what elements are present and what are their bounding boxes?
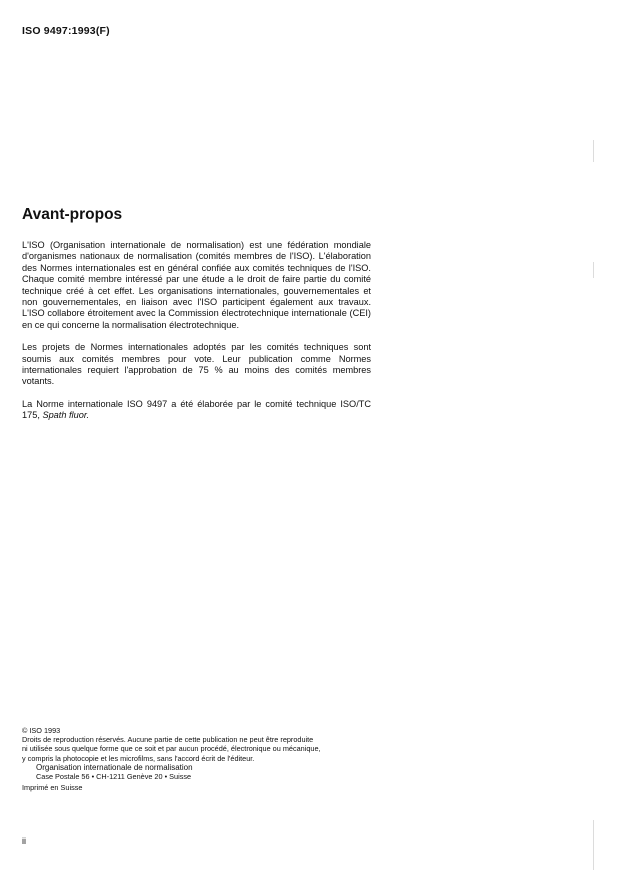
rights-line-3: y compris la photocopie et les microfilms, sans l'accord écrit de l'éditeur. bbox=[22, 753, 255, 763]
section-title: Avant-propos bbox=[22, 206, 123, 223]
printed-in: Imprimé en Suisse bbox=[22, 783, 83, 793]
scan-edge-mark bbox=[593, 140, 594, 162]
copyright-notice: © ISO 1993 bbox=[22, 726, 61, 735]
scan-edge-mark bbox=[593, 820, 594, 870]
paragraph-voting: Les projets de Normes internationales adoptés par les comités techniques sont soumis aux comités membres pour vote. Leur publication comme Normes internationales requiert l'approbation de 75 % au moins des comités membres votants. bbox=[22, 342, 371, 387]
paragraph-technical-committee bbox=[22, 399, 371, 422]
copyright-block bbox=[22, 726, 374, 792]
paragraph-technical-committee-text: La Norme internationale ISO 9497 a été élaborée par le comité technique ISO/TC 175, bbox=[22, 398, 371, 421]
subject-name: Spath fluor. bbox=[42, 410, 90, 421]
rights-line-2: ni utilisée sous quelque forme que ce soit et par aucun procédé, électronique ou mécanique, bbox=[22, 744, 321, 754]
scan-edge-mark bbox=[593, 262, 594, 278]
foreword-body bbox=[22, 240, 371, 433]
organisation-address: Case Postale 56 • CH-1211 Genève 20 • Suisse bbox=[36, 772, 192, 782]
document-id-header: ISO 9497:1993(F) bbox=[22, 25, 110, 37]
rights-line-1: Droits de reproduction réservés. Aucune partie de cette publication ne peut être reproduite bbox=[22, 735, 314, 745]
paragraph-iso-description: L'ISO (Organisation internationale de normalisation) est une fédération mondiale d'organismes nationaux de normalisation (comités membres de l'ISO). L'élaboration des Normes internationales est en général confiée aux comités techniques de l'ISO. Chaque comité membre intéressé par une étude a le droit de faire partie du comité technique créé à cet effet. Les organisations internationales, gouvernementales et non gouvernementales, en liaison avec l'ISO participent également aux travaux. L'ISO collabore étroitement avec la Commission électrotechnique internationale (CEI) en ce qui concerne la normalisation électrotechnique. bbox=[22, 240, 371, 330]
organisation-name: Organisation internationale de normalisation bbox=[36, 762, 193, 772]
page-number: ii bbox=[22, 836, 26, 846]
